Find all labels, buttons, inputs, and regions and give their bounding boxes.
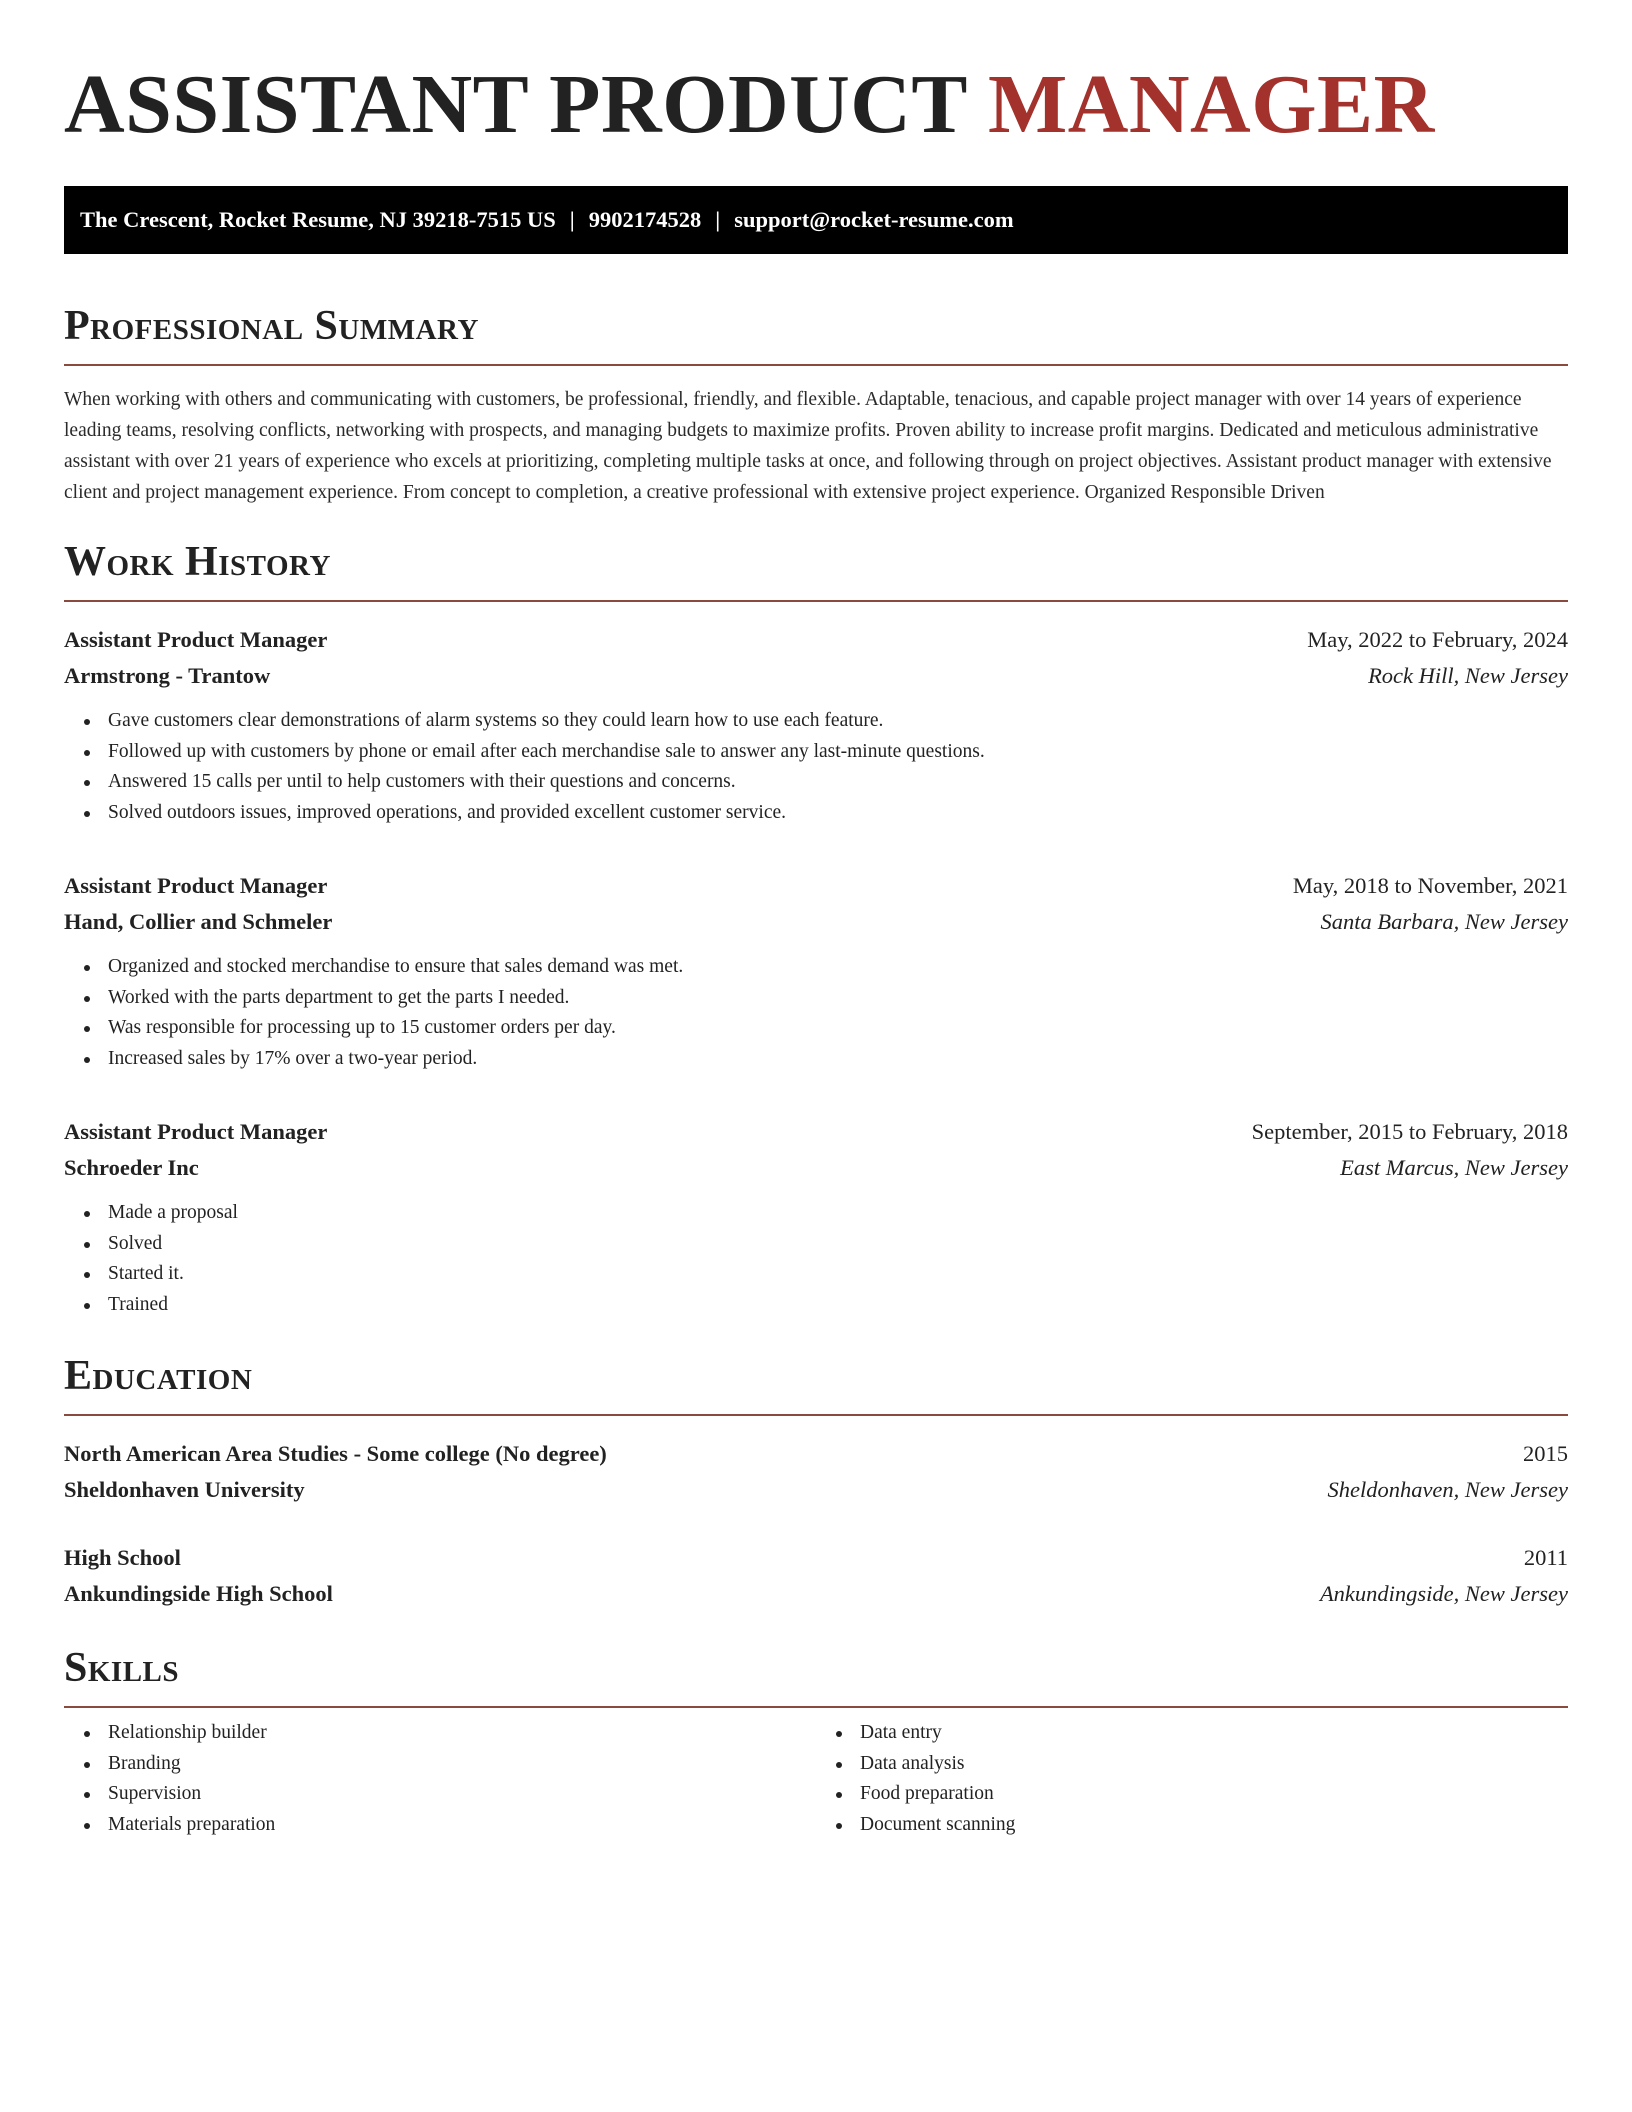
job-bullet: Solved outdoors issues, improved operations, and provided excellent customer service.	[108, 798, 1568, 829]
skills-list	[64, 1718, 816, 1840]
work-history-section	[64, 534, 1568, 1320]
education-heading: Education	[64, 1353, 253, 1399]
skills-section	[64, 1640, 1568, 1840]
job-location: East Marcus, New Jersey	[1340, 1155, 1568, 1180]
education-school: Sheldonhaven University	[64, 1477, 305, 1502]
skill-item: Supervision	[108, 1779, 816, 1810]
education-year: 2011	[1523, 1545, 1568, 1570]
job-bullet: Increased sales by 17% over a two-year period.	[108, 1044, 1568, 1075]
title-main: ASSISTANT PRODUCT	[64, 58, 967, 151]
contact-address: The Crescent, Rocket Resume, NJ 39218-7515 US	[80, 207, 556, 232]
job-company-row	[64, 1150, 1568, 1186]
job-dates: May, 2022 to February, 2024	[1307, 627, 1568, 652]
education-location: Ankundingside, New Jersey	[1319, 1581, 1568, 1606]
job-title: Assistant Product Manager	[64, 1119, 328, 1144]
job-bullet: Followed up with customers by phone or email after each merchandise sale to answer any last-minute questions.	[108, 737, 1568, 768]
job-title: Assistant Product Manager	[64, 627, 328, 652]
education-degree: High School	[64, 1545, 181, 1570]
title-accent: MANAGER	[987, 58, 1435, 151]
job-entry	[64, 622, 1568, 828]
job-company: Schroeder Inc	[64, 1155, 199, 1180]
skill-item: Relationship builder	[108, 1718, 816, 1749]
job-entry	[64, 1114, 1568, 1320]
contact-phone: 9902174528	[588, 207, 702, 232]
skill-item: Food preparation	[860, 1779, 1568, 1810]
job-bullet: Organized and stocked merchandise to ensure that sales demand was met.	[108, 952, 1568, 983]
job-bullets	[64, 706, 1568, 828]
education-entry	[64, 1540, 1568, 1612]
education-section	[64, 1348, 1568, 1612]
education-degree-row	[64, 1436, 1568, 1472]
education-location: Sheldonhaven, New Jersey	[1327, 1477, 1568, 1502]
section-divider	[64, 364, 1568, 366]
job-bullet: Started it.	[108, 1259, 1568, 1290]
skill-item: Data entry	[860, 1718, 1568, 1749]
job-bullet: Solved	[108, 1229, 1568, 1260]
summary-text: When working with others and communicating with customers, be professional, friendly, and flexible. Adaptable, tenacious, and capable project manager with over 14 years of experience leading teams, resolving conflicts, networking with prospects, and managing budgets to maximize profits. Proven ability to increase profit margins. Dedicated and meticulous administrative assistant with over 21 years of experience who excels at prioritizing, completing multiple tasks at once, and following through on project objectives. Assistant product manager with extensive client and project management experience. From concept to completion, a creative professional with extensive project experience. Organized Responsible Driven	[64, 389, 1552, 503]
job-title: Assistant Product Manager	[64, 873, 328, 898]
section-divider	[64, 600, 1568, 602]
summary-section	[64, 298, 1568, 508]
summary-heading: Professional Summary	[64, 303, 479, 349]
job-location: Rock Hill, New Jersey	[1368, 663, 1568, 688]
job-location: Santa Barbara, New Jersey	[1320, 909, 1568, 934]
skills-column-left	[64, 1718, 816, 1840]
resume-title	[64, 50, 1568, 160]
job-entry	[64, 868, 1568, 1074]
job-bullet: Trained	[108, 1290, 1568, 1321]
job-dates: September, 2015 to February, 2018	[1251, 1119, 1568, 1144]
job-company: Armstrong - Trantow	[64, 663, 271, 688]
job-bullet: Answered 15 calls per until to help customers with their questions and concerns.	[108, 767, 1568, 798]
skills-columns	[64, 1718, 1568, 1840]
contact-email: support@rocket-resume.com	[734, 207, 1014, 232]
skill-item: Materials preparation	[108, 1810, 816, 1841]
job-company-row	[64, 658, 1568, 694]
job-bullet: Was responsible for processing up to 15 customer orders per day.	[108, 1013, 1568, 1044]
education-degree-row	[64, 1540, 1568, 1576]
job-dates: May, 2018 to November, 2021	[1292, 873, 1568, 898]
skills-column-right	[816, 1718, 1568, 1840]
contact-separator: |	[569, 207, 575, 232]
job-title-row	[64, 1114, 1568, 1150]
skill-item: Branding	[108, 1749, 816, 1780]
skills-heading: Skills	[64, 1645, 180, 1691]
job-title-row	[64, 622, 1568, 658]
skill-item: Document scanning	[860, 1810, 1568, 1841]
job-company: Hand, Collier and Schmeler	[64, 909, 333, 934]
work-history-heading: Work History	[64, 539, 331, 585]
section-divider	[64, 1414, 1568, 1416]
job-title-row	[64, 868, 1568, 904]
skills-list	[816, 1718, 1568, 1840]
education-degree: North American Area Studies - Some college (No degree)	[64, 1441, 607, 1466]
education-school-row	[64, 1472, 1568, 1508]
education-school-row	[64, 1576, 1568, 1612]
job-bullet: Worked with the parts department to get the parts I needed.	[108, 983, 1568, 1014]
contact-separator: |	[715, 207, 721, 232]
job-bullets	[64, 1198, 1568, 1320]
education-entry	[64, 1436, 1568, 1508]
education-year: 2015	[1523, 1441, 1568, 1466]
job-bullets	[64, 952, 1568, 1074]
education-school: Ankundingside High School	[64, 1581, 333, 1606]
skill-item: Data analysis	[860, 1749, 1568, 1780]
job-bullet: Made a proposal	[108, 1198, 1568, 1229]
contact-bar	[64, 186, 1568, 254]
job-company-row	[64, 904, 1568, 940]
job-bullet: Gave customers clear demonstrations of alarm systems so they could learn how to use each feature.	[108, 706, 1568, 737]
section-divider	[64, 1706, 1568, 1708]
